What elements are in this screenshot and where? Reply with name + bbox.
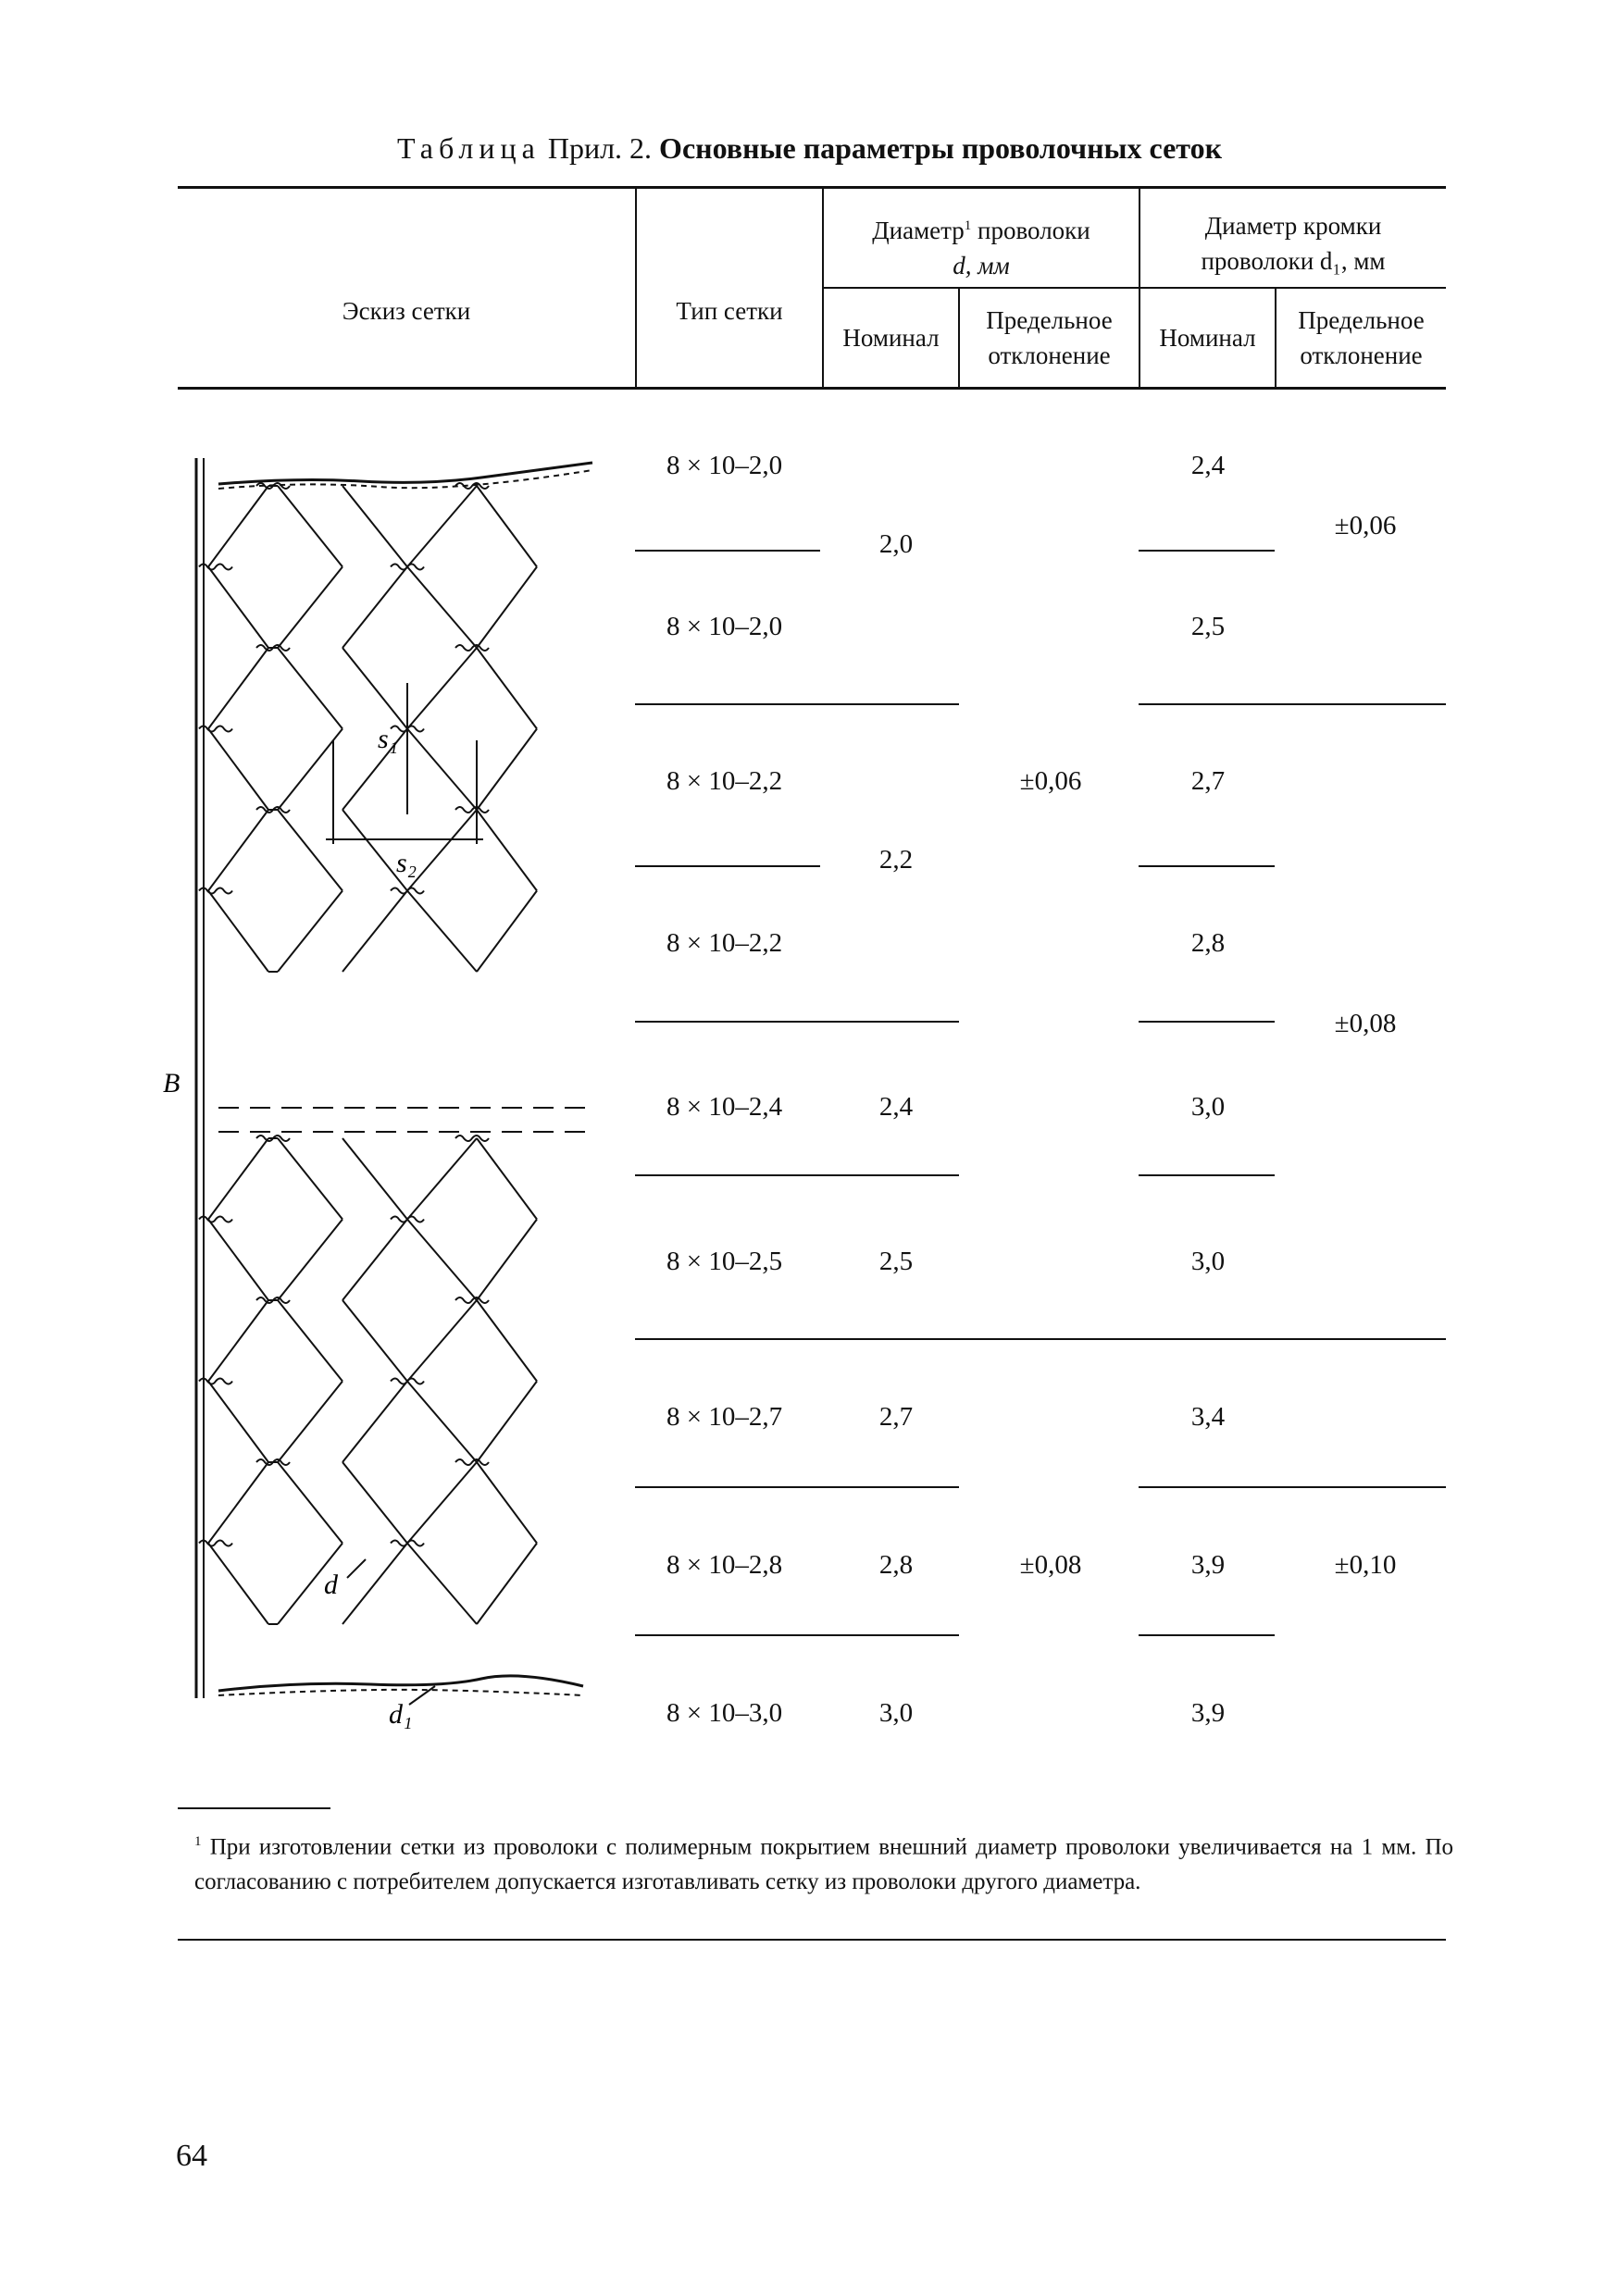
header-nominal-edge: Номинал [1159,324,1256,352]
type-cell-8: 8 × 10–2,8 [666,1550,783,1580]
header-edge-diameter [1140,208,1446,279]
caption-ref: Прил. 2. [547,131,653,165]
mesh-twist [391,1379,424,1384]
mesh-wire [477,810,537,891]
mesh-wire [208,810,268,891]
deviation-wire-a: ±0,06 [1019,766,1082,796]
label-b: B [163,1068,181,1098]
header-deviation-wire-1: Предельное [986,306,1113,334]
mesh-wire [278,1462,342,1544]
table-top-rule [178,186,1446,189]
bottom-rule [178,1939,1446,1941]
mesh-wire [477,1138,537,1220]
top-edge-wire [218,463,592,484]
edge-deviation-a: ±0,06 [1334,511,1397,540]
caption-prefix: Таблица [396,131,541,165]
mesh-wire [208,1544,268,1625]
mesh-wire [208,1138,268,1220]
mesh-wire [477,1300,537,1382]
rule-edge-1 [1139,550,1275,552]
mesh-wire [208,486,268,567]
mesh-lines [208,486,537,1624]
header-deviation-edge [1277,303,1446,373]
mesh-wire [477,729,537,811]
rule-type-4 [635,1021,959,1023]
edge-nominal-6: 3,0 [1190,1247,1226,1276]
mesh-wire [278,567,342,649]
mesh-wire [208,729,268,811]
bottom-edge-wire-dashed [218,1690,583,1695]
type-cell-5: 8 × 10–2,4 [666,1092,783,1122]
header-deviation-edge-1: Предельное [1298,306,1425,334]
rule-edge-7 [1139,1486,1446,1488]
mesh-twist [455,807,489,813]
type-cell-1: 8 × 10–2,0 [666,451,783,480]
header-type: Тип сетки [676,297,783,325]
mesh-wire [278,486,342,567]
mesh-wire [342,1220,407,1301]
mesh-twist [455,1136,489,1141]
page-number: 64 [176,2139,207,2173]
mesh-wire [407,810,477,891]
header-deviation-wire [960,303,1139,373]
mesh-wire [477,1462,537,1544]
header-edge-line2: проволоки d₁, мм [1201,247,1386,275]
rule-type-7 [635,1486,959,1488]
mesh-twist [256,1297,290,1303]
rule-edge-4 [1139,1021,1275,1023]
mesh-wire [342,1544,407,1625]
nominal-cell-7: 2,7 [878,1402,914,1432]
edge-deviation-b: ±0,08 [1334,1009,1397,1038]
deviation-wire-b: ±0,08 [1019,1550,1082,1580]
mesh-twist [256,1459,290,1465]
mesh-wire [342,1300,407,1382]
mesh-wire [342,567,407,649]
mesh-wire [208,1382,268,1463]
rule-edge-2 [1139,703,1446,705]
edge-nominal-7: 3,4 [1190,1402,1226,1432]
mesh-wire [342,1462,407,1544]
mesh-wire [208,567,268,649]
mesh-wire [342,648,407,729]
nominal-cell-8: 2,8 [878,1550,914,1580]
header-wire-diameter-label: Диаметр [872,217,965,244]
mesh-wire [208,1300,268,1382]
mesh-wire [407,891,477,973]
rule-edge-3 [1139,865,1275,867]
mesh-wire [208,1462,268,1544]
mesh-wire [477,486,537,567]
footnote [194,1824,1453,1900]
header-deviation-wire-2: отклонение [988,341,1111,369]
nominal-merged-a: 2,0 [878,529,914,559]
label-d1: d₁ [389,1699,413,1730]
mesh-wire [477,1382,537,1463]
edge-nominal-8: 3,9 [1190,1550,1226,1580]
rule-type-1 [635,550,820,552]
type-cell-3: 8 × 10–2,2 [666,766,783,796]
rule-type-3 [635,865,820,867]
mesh-wire [477,567,537,649]
nominal-cell-6: 2,5 [878,1247,914,1276]
mesh-wire [407,567,477,649]
type-cell-9: 8 × 10–3,0 [666,1698,783,1728]
mesh-wire [208,1220,268,1301]
mesh-wire [407,729,477,811]
mesh-twist [391,1541,424,1546]
rule-edge-5 [1139,1174,1275,1176]
mesh-wire [342,1382,407,1463]
header-mid-rule [822,287,1446,289]
mesh-twists [199,483,489,1546]
edge-nominal-1: 2,4 [1190,451,1226,480]
mesh-twist [455,1297,489,1303]
header-wire-diameter [824,208,1139,283]
mesh-sketch [157,444,620,1740]
edge-nominal-9: 3,9 [1190,1698,1226,1728]
mesh-wire [407,1382,477,1463]
mesh-twist [256,807,290,813]
footnote-mark: 1 [194,1834,202,1849]
type-cell-6: 8 × 10–2,5 [666,1247,783,1276]
mesh-wire [407,1544,477,1625]
nominal-merged-b: 2,2 [878,845,914,875]
type-cell-2: 8 × 10–2,0 [666,612,783,641]
mesh-twist [391,1217,424,1222]
mesh-wire [407,1462,477,1544]
edge-nominal-2: 2,5 [1190,612,1226,641]
table-caption [0,131,1619,166]
header-wire-diameter-unit: d, мм [953,252,1010,279]
rule-type-2 [635,703,959,705]
mesh-wire [342,486,407,567]
mesh-wire [278,891,342,973]
label-d: d [324,1570,338,1600]
mesh-twist [455,645,489,651]
header-footnote-mark: 1 [964,218,972,233]
mesh-wire [407,1138,477,1220]
mesh-wire [407,486,477,567]
mesh-wire [208,891,268,973]
edge-nominal-4: 2,8 [1190,928,1226,958]
footnote-separator [178,1807,330,1809]
nominal-cell-9: 3,0 [878,1698,914,1728]
mesh-twist [391,565,424,570]
footnote-text: При изготовлении сетки из проволоки с полимерным покрытием внешний диаметр проволоки увеличивается на 1 мм. По согласованию с потребителем допускается изготавливать сетку из проволоки другого диаметра. [194,1834,1453,1895]
header-deviation-edge-2: отклонение [1300,341,1423,369]
mesh-wire [278,1220,342,1301]
mesh-twist [455,1459,489,1465]
rule-edge-8 [1139,1634,1275,1636]
mesh-wire [407,1300,477,1382]
mesh-wire [407,648,477,729]
mesh-wire [278,648,342,729]
edge-nominal-5: 3,0 [1190,1092,1226,1122]
header-wire-diameter-rest: проволоки [971,217,1090,244]
rule-type-8 [635,1634,959,1636]
edge-nominal-3: 2,7 [1190,766,1226,796]
mesh-wire [407,1220,477,1301]
label-s1: s₁ [378,724,399,754]
mesh-wire [477,648,537,729]
mesh-wire [278,1138,342,1220]
mesh-wire [477,1220,537,1301]
rule-type-5 [635,1174,959,1176]
mesh-wire [278,1382,342,1463]
header-nominal-wire: Номинал [842,324,940,352]
label-s2: s₂ [396,848,417,878]
caption-title: Основные параметры проволочных сеток [659,131,1223,165]
mesh-wire [477,1544,537,1625]
mesh-wire [342,891,407,973]
type-cell-7: 8 × 10–2,7 [666,1402,783,1432]
mesh-twist [391,888,424,894]
header-divider-1 [635,186,637,389]
nominal-cell-5: 2,4 [878,1092,914,1122]
leader-d [347,1559,366,1578]
bottom-edge-wire [218,1676,583,1691]
header-bottom-rule [178,387,1446,390]
header-sketch: Эскиз сетки [342,297,471,325]
edge-deviation-c: ±0,10 [1334,1550,1397,1580]
header-edge-line1: Диаметр кромки [1204,212,1382,240]
mesh-twist [256,645,290,651]
rule-full-6 [635,1338,1446,1340]
mesh-wire [208,648,268,729]
type-cell-4: 8 × 10–2,2 [666,928,783,958]
mesh-wire [342,1138,407,1220]
mesh-twist [256,1136,290,1141]
mesh-wire [278,1300,342,1382]
mesh-wire [477,891,537,973]
